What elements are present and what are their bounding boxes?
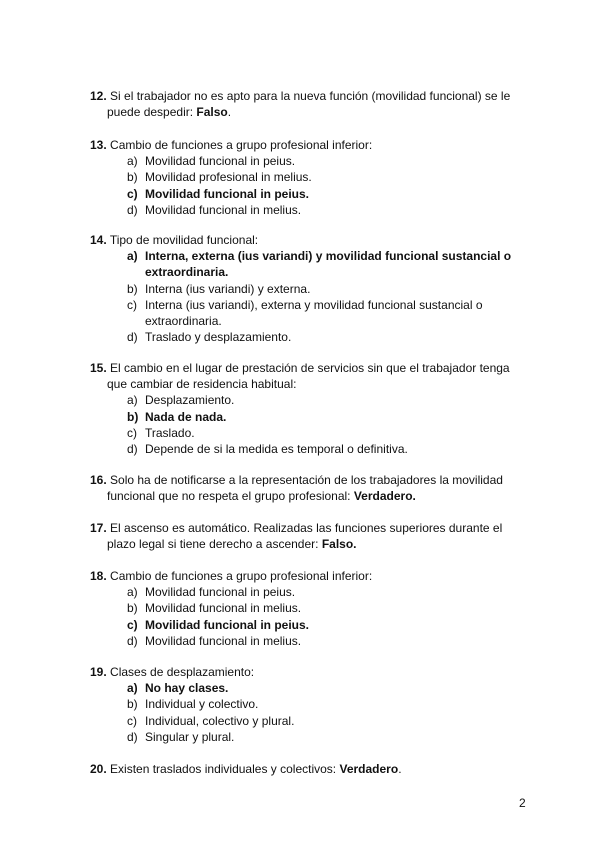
- option-b: b) Movilidad profesional in melius.: [127, 170, 312, 185]
- option-a-correct: a) No hay clases.: [127, 681, 229, 696]
- option-b: b) Interna (ius variandi) y externa.: [127, 281, 311, 296]
- question-number: 17.: [90, 521, 107, 535]
- question-number: 13.: [90, 138, 107, 152]
- question-12: [90, 88, 530, 120]
- option-a: a) Movilidad funcional in peius.: [127, 154, 296, 169]
- question-text-cont: puede despedir:: [107, 105, 197, 120]
- option-b-correct: b) Nada de nada.: [127, 409, 227, 424]
- question-text: El ascenso es automático. Realizadas las funciones superiores durante el: [110, 521, 503, 535]
- option-a: a) Movilidad funcional in peius.: [127, 585, 296, 600]
- question-text: Solo ha de notificarse a la representación de los trabajadores la movilidad: [110, 473, 503, 487]
- option-d: d) Singular y plural.: [127, 729, 235, 744]
- question-text: Cambio de funciones a grupo profesional inferior:: [110, 138, 373, 152]
- option-a: a) Desplazamiento.: [127, 393, 235, 408]
- question-15: [90, 360, 530, 457]
- option-b: b) Individual y colectivo.: [127, 697, 259, 712]
- question-18: [90, 568, 530, 649]
- option-c: c) Individual, colectivo y plural.: [127, 713, 295, 728]
- question-number: 16.: [90, 473, 107, 487]
- answer: Verdadero.: [353, 489, 416, 504]
- answer: Falso.: [321, 537, 357, 552]
- question-text: Si el trabajador no es apto para la nueva función (movilidad funcional) se le: [110, 89, 511, 103]
- page-number: 2: [519, 796, 526, 810]
- option-d: d) Movilidad funcional in melius.: [127, 202, 302, 217]
- question-number: 20.: [90, 762, 107, 776]
- question-14: [90, 232, 530, 345]
- question-17: [90, 520, 530, 552]
- answer-tail: .: [227, 105, 232, 120]
- option-d: d) Traslado y desplazamiento.: [127, 330, 292, 345]
- question-text: El cambio en el lugar de prestación de servicios sin que el trabajador tenga: [110, 361, 510, 375]
- question-text-cont: plazo legal si tiene derecho a ascender:: [107, 537, 322, 552]
- option-c-correct: c) Movilidad funcional in peius.: [127, 186, 310, 201]
- answer-tail: .: [398, 762, 402, 776]
- question-text-cont: que cambiar de residencia habitual:: [107, 377, 297, 392]
- option-c: c) Traslado.: [127, 425, 195, 440]
- question-text: Tipo de movilidad funcional:: [109, 233, 259, 247]
- question-text: Clases de desplazamiento:: [110, 665, 255, 679]
- question-number: 15.: [90, 361, 107, 375]
- question-number: 19.: [90, 665, 107, 679]
- question-20: [90, 761, 530, 777]
- option-a-correct: a) Interna, externa (ius variandi) y movilidad funcional sustancial o extraordinaria.: [127, 249, 512, 280]
- answer: Falso: [196, 105, 228, 120]
- question-number: 14.: [90, 233, 107, 247]
- option-c: c) Interna (ius variandi), externa y movilidad funcional sustancial o extraordinaria.: [127, 297, 483, 329]
- question-text-cont: funcional que no respeta el grupo profesional:: [107, 489, 354, 504]
- question-text: Existen traslados individuales y colectivos:: [110, 762, 340, 776]
- question-number: 18.: [90, 569, 107, 583]
- question-16: [90, 472, 530, 504]
- question-19: [90, 664, 530, 745]
- option-d: d) Movilidad funcional in melius.: [127, 633, 302, 648]
- option-d: d) Depende de si la medida es temporal o definitiva.: [127, 442, 408, 457]
- question-13: [90, 137, 530, 218]
- option-c-correct: c) Movilidad funcional in peius.: [127, 617, 310, 632]
- answer: Verdadero: [339, 762, 399, 776]
- option-b: b) Movilidad funcional in melius.: [127, 601, 302, 616]
- question-number: 12.: [90, 89, 107, 103]
- question-text: Cambio de funciones a grupo profesional inferior:: [110, 569, 373, 583]
